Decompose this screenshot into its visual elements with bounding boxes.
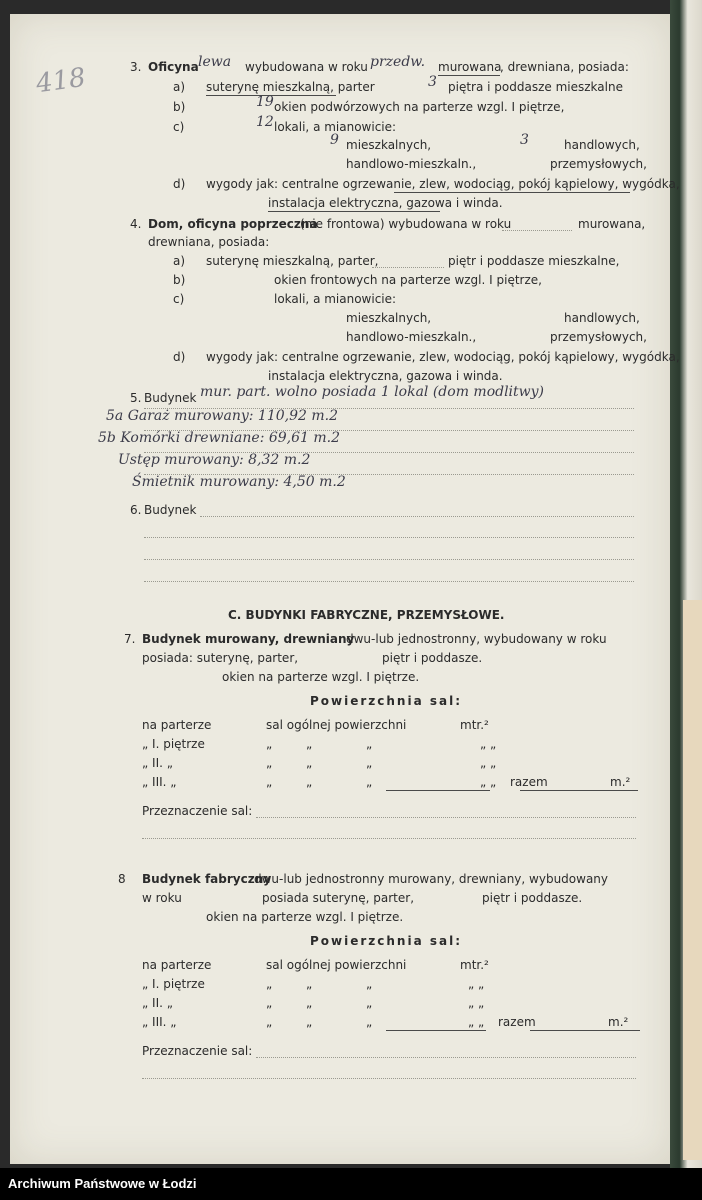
s8-title: Budynek fabryczny [142, 872, 272, 886]
s8-razem: razem [498, 1015, 536, 1029]
s3-d-underline2 [268, 211, 440, 212]
s7-r1a: na parterze [142, 718, 212, 732]
s4-a-line [372, 267, 444, 268]
s8-r2-ditto1: „ [266, 977, 273, 991]
s7-r3-ditto4: „ „ [480, 756, 497, 770]
s3-hw-floors: 3 [428, 74, 437, 90]
s5-label: Budynek [144, 391, 197, 405]
s4-materials1: murowana, [578, 217, 646, 231]
s5-number: 5. [130, 391, 142, 405]
s6-line2 [144, 537, 634, 538]
s6-number: 6. [130, 503, 142, 517]
s3-resid-label: mieszkalnych, [346, 138, 432, 152]
s8-r3-ditto3: „ [366, 996, 373, 1010]
s8-purpose-line1 [256, 1057, 636, 1058]
s7-surface-heading: Powierzchnia sal: [310, 694, 463, 708]
s7-r3-ditto1: „ [266, 756, 273, 770]
s8-title-rest: dwu-lub jednostronny murowany, drewniany, wybudowany [254, 872, 609, 886]
s3-a-letter: a) [173, 80, 186, 94]
s8-r3-ditto2: „ [306, 996, 313, 1010]
s8-r3-ditto4: „ „ [468, 996, 485, 1010]
s8-number: 8 [118, 872, 126, 886]
s8-line2b: posiada suterynę, parter, [262, 891, 415, 905]
s3-d-text2: instalacja elektryczna, gazowa i winda. [268, 196, 503, 210]
s3-a-text1: suterynę mieszkalną, parter [206, 80, 375, 94]
s4-title: Dom, oficyna poprzeczna [148, 217, 318, 231]
s4-d-text2: instalacja elektryczna, gazowa i winda. [268, 369, 503, 383]
s3-b-text: okien podwórzowych na parterze wzgl. I piętrze, [274, 100, 565, 114]
s7-line2a: posiada: suterynę, parter, [142, 651, 299, 665]
s7-r2-ditto3: „ [366, 737, 373, 751]
s5-hw1: mur. part. wolno posiada 1 lokal (dom modlitwy) [200, 384, 545, 400]
s7-r2-ditto1: „ [266, 737, 273, 751]
s8-surface-heading: Powierzchnia sal: [310, 934, 463, 948]
s8-line3: okien na parterze wzgl. I piętrze. [206, 910, 404, 924]
s8-r4-ditto4: „ „ [468, 1015, 485, 1029]
s3-hw-windows: 19 [256, 94, 274, 110]
s3-murowana-underline [438, 75, 500, 76]
s7-r1c: mtr.² [460, 718, 489, 732]
s3-c-letter: c) [173, 120, 185, 134]
s4-title-rest: (nie frontowa) wybudowana w roku [300, 217, 512, 231]
s3-trade-label: handlowych, [564, 138, 640, 152]
s8-r1b: sal ogólnej powierzchni [266, 958, 407, 972]
s7-number: 7. [124, 632, 136, 646]
s4-resid-label: mieszkalnych, [346, 311, 432, 325]
s8-r4-ditto3: „ [366, 1015, 373, 1029]
next-page-edge [683, 600, 702, 1160]
s7-purpose-line1 [256, 817, 636, 818]
s3-hw-resid: 9 [330, 132, 339, 148]
s7-r2-ditto4: „ „ [480, 737, 497, 751]
s7-title: Budynek murowany, drewniany [142, 632, 355, 646]
s8-r2: „ I. piętrze [142, 977, 205, 991]
s4-materials2: drewniana, posiada: [148, 235, 270, 249]
s8-r3-ditto1: „ [266, 996, 273, 1010]
s4-ind-label: przemysłowych, [550, 330, 647, 344]
s8-sum-line [386, 1030, 486, 1031]
s8-r2-ditto2: „ [306, 977, 313, 991]
s4-c-text: lokali, a mianowicie: [274, 292, 397, 306]
s7-razem: razem [510, 775, 548, 789]
s7-r2-ditto2: „ [306, 737, 313, 751]
s8-r2-ditto4: „ „ [468, 977, 485, 991]
s4-year-line [502, 230, 572, 231]
s3-title: Oficyna [148, 60, 199, 74]
s3-hw-year: przedw. [370, 54, 426, 70]
s7-r3-ditto2: „ [306, 756, 313, 770]
document-page [10, 14, 680, 1164]
s8-r4-ditto2: „ [306, 1015, 313, 1029]
s7-razem-line [520, 790, 638, 791]
s3-b-letter: b) [173, 100, 186, 114]
s3-d-underline1 [394, 192, 630, 193]
s5-hw5: Śmietnik murowany: 4,50 m.2 [132, 474, 346, 490]
s3-d-text1: wygody jak: centralne ogrzewanie, zlew, wodociąg, pokój kąpielowy, wygódka, [206, 177, 680, 191]
s7-title-rest: dwu-lub jednostronny, wybudowany w roku [346, 632, 607, 646]
s5-hw2: 5a Garaż murowany: 110,92 m.2 [106, 408, 339, 424]
s3-hw-kind: lewa [198, 54, 232, 70]
s8-r4-ditto1: „ [266, 1015, 273, 1029]
s8-m2: m.² [608, 1015, 629, 1029]
s3-d-letter: d) [173, 177, 186, 191]
s6-label: Budynek [144, 503, 197, 517]
s4-c-letter: c) [173, 292, 185, 306]
archive-footer [0, 1168, 702, 1200]
s3-hw-units: 12 [256, 114, 274, 130]
s3-ind-label: przemysłowych, [550, 157, 647, 171]
s3-mixed-label: handlowo-mieszkaln., [346, 157, 477, 171]
s3-materials: , drewniana, posiada: [500, 60, 629, 74]
s7-m2: m.² [610, 775, 631, 789]
s3-number: 3. [130, 60, 142, 74]
s6-line1 [200, 516, 634, 517]
s7-sum-line [386, 790, 490, 791]
s8-line2c: piętr i poddasze. [482, 891, 583, 905]
s6-line3 [144, 559, 634, 560]
s4-trade-label: handlowych, [564, 311, 640, 325]
s7-r4: „ III. „ [142, 775, 177, 789]
section-c-heading: C. BUDYNKI FABRYCZNE, PRZEMYSŁOWE. [228, 608, 505, 622]
s4-b-letter: b) [173, 273, 186, 287]
s5-hw4: Ustęp murowany: 8,32 m.2 [118, 452, 311, 468]
s7-r4-ditto1: „ [266, 775, 273, 789]
s7-r3-ditto3: „ [366, 756, 373, 770]
s7-line2b: piętr i poddasze. [382, 651, 483, 665]
s4-d-letter: d) [173, 350, 186, 364]
s7-r4-ditto4: „ „ [480, 775, 497, 789]
s4-a-text2: piętr i poddasze mieszkalne, [448, 254, 620, 268]
s7-purpose: Przeznaczenie sal: [142, 804, 253, 818]
s3-c-text: lokali, a mianowicie: [274, 120, 397, 134]
s7-r3: „ II. „ [142, 756, 173, 770]
s7-line3: okien na parterze wzgl. I piętrze. [222, 670, 420, 684]
s7-r2: „ I. piętrze [142, 737, 205, 751]
s8-r4: „ III. „ [142, 1015, 177, 1029]
archive-name: Archiwum Państwowe w Łodzi [8, 1176, 197, 1191]
s7-r4-ditto3: „ [366, 775, 373, 789]
s8-r1a: na parterze [142, 958, 212, 972]
s3-hw-trade: 3 [520, 132, 529, 148]
s8-razem-line [530, 1030, 640, 1031]
s8-line2a: w roku [142, 891, 182, 905]
s4-b-text: okien frontowych na parterze wzgl. I piętrze, [274, 273, 542, 287]
s4-a-text1: suterynę mieszkalną, parter, [206, 254, 379, 268]
s4-number: 4. [130, 217, 142, 231]
s8-r2-ditto3: „ [366, 977, 373, 991]
s8-r3: „ II. „ [142, 996, 173, 1010]
s4-d-text1: wygody jak: centralne ogrzewanie, zlew, wodociąg, pokój kąpielowy, wygódka, [206, 350, 680, 364]
s3-built: wybudowana w roku [245, 60, 368, 74]
s8-purpose: Przeznaczenie sal: [142, 1044, 253, 1058]
s7-purpose-line2 [142, 838, 636, 839]
s5-hw3: 5b Komórki drewniane: 69,61 m.2 [98, 430, 341, 446]
s6-line4 [144, 581, 634, 582]
s7-r1b: sal ogólnej powierzchni [266, 718, 407, 732]
s3-a-text2: piętra i poddasze mieszkalne [448, 80, 623, 94]
sheet-number: 418 [34, 62, 88, 100]
s4-a-letter: a) [173, 254, 186, 268]
s3-murowana: murowana [438, 60, 502, 74]
s8-r1c: mtr.² [460, 958, 489, 972]
s4-mixed-label: handlowo-mieszkaln., [346, 330, 477, 344]
s7-r4-ditto2: „ [306, 775, 313, 789]
s8-purpose-line2 [142, 1078, 636, 1079]
